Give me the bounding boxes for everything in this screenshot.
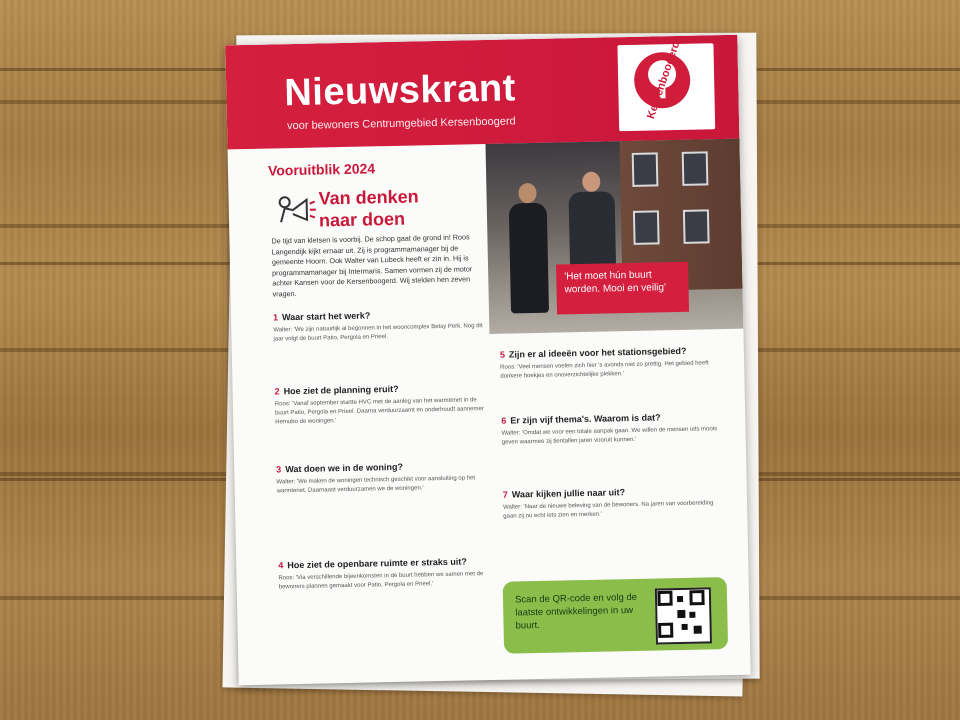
question-heading: 2 Hoe ziet de planning eruit? [274,383,399,397]
headline: Van denken naar doen [318,186,419,231]
qr-code-icon [655,587,712,644]
question-heading: 6 Er zijn vijf thema's. Waarom is dat? [501,412,661,426]
question-answer: Walter: 'Naar de nieuwe beleving van de bewoners. Na jaren van voorbereiding gaan zij nu echt iets zien en merken.' [503,500,714,520]
question-answer: Walter: 'Omdat we voor een totale aanpak gaan. We willen de mensen iets moois geven waarmee zij tientallen jaren vooruit kunnen.' [501,426,718,446]
qr-callout-text: Scan de QR-code en volg de laatste ontwikkelingen in uw buurt. [514,591,638,632]
question-answer: Walter: 'We zijn natuurlijk al begonnen in het wooncomplex Betsy Perk. Nog dit jaar volgt de buurt Patio, Pergola en Prieel. [273,323,483,343]
question-heading: 5 Zijn er al ideeën voor het stationsgebied? [499,345,687,360]
masthead [225,35,739,150]
question-heading: 1 Waar start het werk? [272,310,371,323]
photo-quote: 'Het moet hún buurt worden. Mooi en veilig' [556,262,689,315]
question-answer: Walter: 'We maken de woningen technisch geschikt voor aansluiting op het warmtenet. Daarnaast verduurzamen we de woningen.' [276,475,476,495]
kicker [268,158,482,178]
question-answer: Roos: 'Vanaf september startte HVC met de aanleg van het warmtenet in de buurt Patio, Pergola en Prieel. Daarna verduurzaamt en onderhoudt aannemer Hemubo de woningen.' [274,397,484,426]
person-woman [509,203,549,314]
question-answer: Roos: 'Via verschillende bijeenkomsten in de buurt hebben we samen met de bewoners plannen gemaakt voor Patio, Pergola en Prieel.' [278,571,484,591]
question-heading: 3 Wat doen we in de woning? [276,461,404,475]
kicker-text: Vooruitblik 2024 [267,160,376,179]
logo-text: Kersenboogerd [644,39,683,121]
logo [617,39,715,131]
newspaper-subtitle: voor bewoners Centrumgebied Kersenboogerd [286,115,516,133]
newspaper-page [225,35,750,686]
intro-paragraph: De tijd van kletsen is voorbij. De schop gaat de grond in! Roos Langendijk kijkt ernaar uit. Zij is programmamanager bij de gemeente Hoorn. Ook Walter van Lubeck heeft er zin in. Hij is programmamanager bij Intermaris. Samen vormen zij de motor achter Kansen voor de Kersenboogerd. Wij stelden hen zeven vragen. [271,232,473,298]
qr-callout [503,577,728,654]
question-answer: Roos: 'Veel mensen voelen zich hier 's avonds niet zo prettig. Het gebied heeft donkere hoekjes en onoverzichtelijke plekken.' [500,360,709,380]
question-heading: 7 Waar kijken jullie naar uit? [502,487,626,500]
megaphone-icon [276,192,317,227]
question-heading: 4 Hoe ziet de openbare ruimte er straks uit? [278,556,467,571]
newspaper-title: Nieuwskrant [283,67,517,115]
